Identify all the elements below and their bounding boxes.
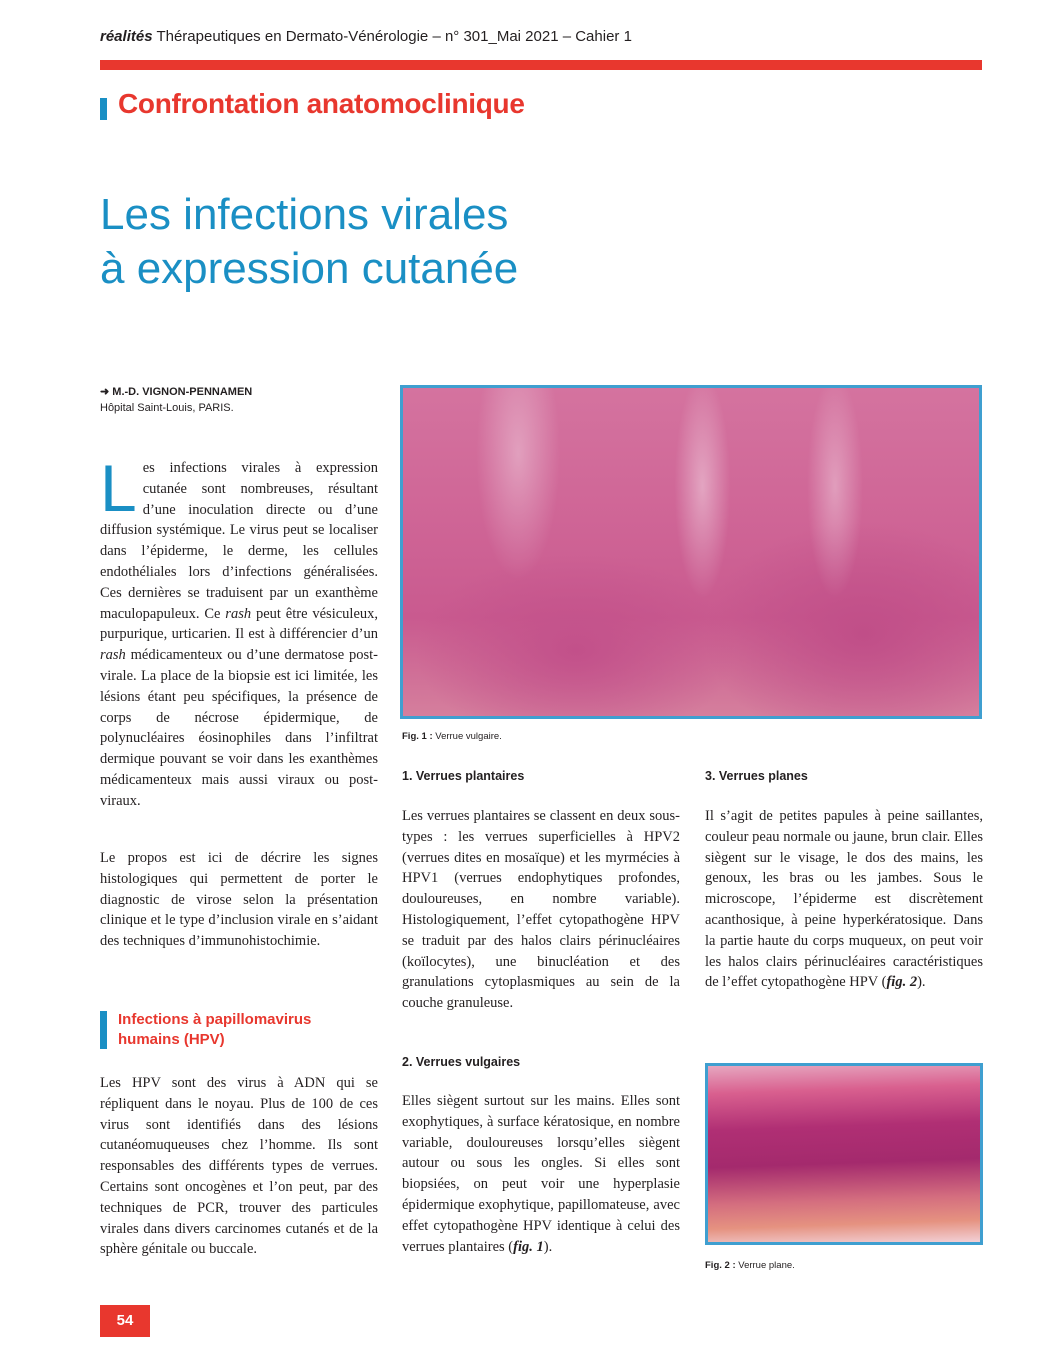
verrues-vulgaires-body: Elles siègent surtout sur les mains. Elles sont exophytiques, à surface kératosique, en nombre variable, douloureuses lorsqu’elles siègent autour ou sous les ongles. Si elles sont biopsiées, on peut voir une hyperplasie épidermique exophytique, papillomateuse, avec effet cytopathogène HPV identique à celui des verrues plantaires (fig. 1). <box>402 1093 680 1255</box>
rubric-marker <box>100 98 107 120</box>
title-line-2: à expression cutanée <box>100 244 519 293</box>
journal-info: Thérapeutiques en Dermato-Vénérologie – n° 301_Mai 2021 – Cahier 1 <box>152 28 632 45</box>
heading-verrues-planes: 3. Verrues planes <box>705 769 808 783</box>
heading-verrues-vulgaires: 2. Verrues vulgaires <box>402 1055 521 1069</box>
verrues-planes-body: Il s’agit de petites papules à peine saillantes, couleur peau normale ou jaune, brun clair. Elles siègent sur le visage, le dos des mains, les genoux, les bras ou les jambes. Sous le microscope, l’épiderme est discrètement acanthosique, à peine hyperkératosique. Dans la partie haute du corps muqueux, on peut voir les halos clairs périnucléaires caractéristiques de l’effet cytopathogène HPV (fig. 2). <box>705 808 983 991</box>
title-line-1: Les infections virales <box>100 190 509 239</box>
article-title <box>100 188 518 296</box>
section-marker <box>100 1011 107 1049</box>
intro-text: Les infections virales à expression cutanée sont nombreuses, résultant d’une inoculation directe ou d’une diffusion systémique. Le virus peut se localiser dans l’épiderme, le derme, les cellules endothéliales lors d’infections généralisées. Ces dernières se traduisent par un exanthème maculopapuleux. Ce rash peut être vésiculeux, purpurique, urticarien. Il est à différencier d’un rash médicamenteux ou d’une dermatose post-virale. La place de la biopsie est ici limitée, les lésions étant peu spécifiques, la présence de corps de nécrose épidermique, de polynucléaires éosinophiles dans l’infiltrat dermique pouvant se voir dans les exanthèmes médicamenteux mais aussi viraux ou post-viraux. <box>100 451 379 809</box>
header-divider <box>100 60 982 70</box>
section-title-hpv: Infections à papillomavirus humains (HPV) <box>118 1011 312 1048</box>
drop-cap: L <box>100 451 137 525</box>
author-affiliation: Hôpital Saint-Louis, PARIS. <box>100 402 234 414</box>
page-number: 54 <box>100 1305 150 1337</box>
section-hpv-body: Les HPV sont des virus à ADN qui se répliquent dans le noyau. Plus de 100 de ces virus sont identifiés dans des lésions cutanéomuqueuses chez l’homme. Ils sont responsables des différents types de verrues. Certains sont oncogènes et l’on peut, par des techniques de PCR, trouver des particules virales dans divers carcinomes cutanés et de la sphère génitale ou buccale. <box>100 1075 378 1258</box>
figure-2-histology-image <box>705 1063 983 1245</box>
intro-paragraph-2: Le propos est ici de décrire les signes histologiques qui permettent de porter le diagnostic de virose selon la présentation clinique et le type d’inclusion virale en s’aidant des techniques d’immunohistochimie. <box>100 850 378 950</box>
rubric-title: Confrontation anatomoclinique <box>118 88 525 119</box>
figure-2-caption: Fig. 2 : Verrue plane. <box>705 1260 795 1271</box>
arrow-icon: ➜ <box>100 386 113 398</box>
figure-1-reference: fig. 1 <box>513 1238 544 1255</box>
brand-name: réalités <box>100 28 153 45</box>
author-name: ➜ M.-D. VIGNON-PENNAMEN <box>100 386 253 398</box>
figure-1-caption: Fig. 1 : Verrue vulgaire. <box>402 731 502 742</box>
figure-2-reference: fig. 2 <box>886 974 918 991</box>
running-header <box>100 28 632 45</box>
figure-1-histology-image <box>400 385 982 719</box>
heading-verrues-plantaires: 1. Verrues plantaires <box>402 769 525 783</box>
verrues-plantaires-body: Les verrues plantaires se classent en deux sous-types : les verrues superficielles à HPV2 (verrues dites en mosaïque) et les myrmécies à HPV1 (verrues endophytiques profondes, douloureuses, en nombre variable). Histologiquement, l’effet cytopathogène HPV se traduit par des halos clairs périnucléaires (koïlocytes), une binucléation et des granulations cytoplasmiques au sein de la couche granuleuse. <box>402 808 680 1012</box>
